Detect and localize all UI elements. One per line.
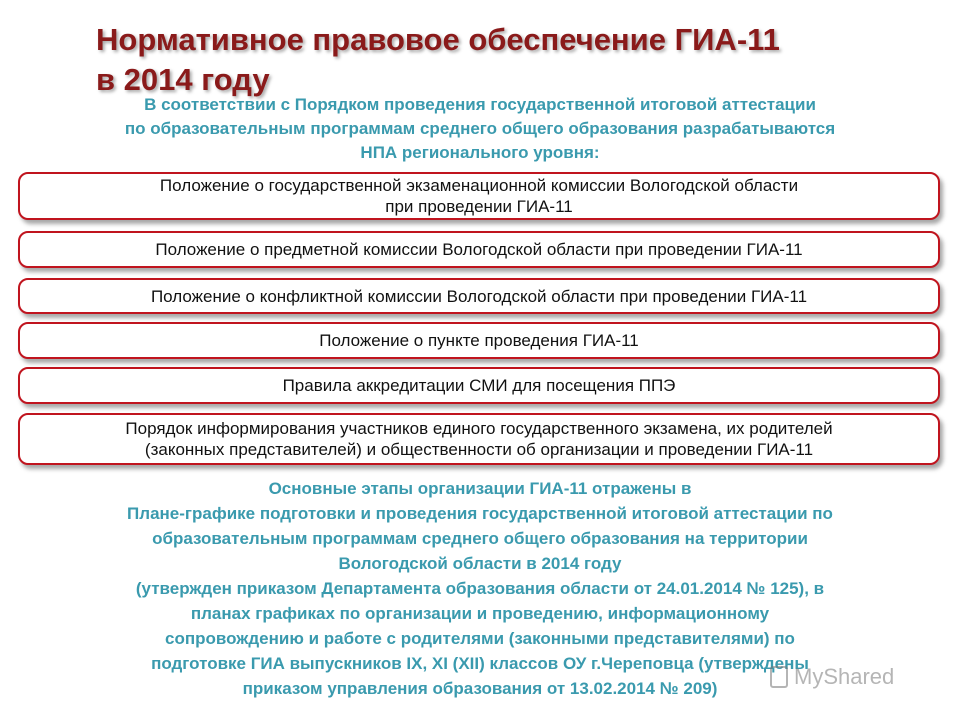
document-box-3 [18, 278, 940, 314]
document-2-line-1: Положение о предметной комиссии Вологодской области при проведении ГИА-11 [155, 240, 803, 259]
intro-text [20, 93, 940, 165]
watermark-text: MyShared [794, 664, 895, 689]
document-1-line-2: при проведении ГИА-11 [385, 197, 573, 216]
document-box-2 [18, 231, 940, 268]
stages-line-1: Основные этапы организации ГИА-11 отражены в [268, 479, 692, 498]
intro-line-1: В соответствии с Порядком проведения государственной итоговой аттестации [144, 95, 816, 114]
watermark-logo [770, 662, 930, 692]
document-4-line-1: Положение о пункте проведения ГИА-11 [319, 331, 639, 350]
stages-line-7: сопровождению и работе с родителями (законными представителями) по [165, 629, 795, 648]
slide-title-line-1: Нормативное правовое обеспечение ГИА-11 [96, 22, 780, 57]
document-3-line-1: Положение о конфликтной комиссии Вологодской области при проведении ГИА-11 [150, 286, 808, 306]
document-box-5 [18, 367, 940, 404]
document-box-1 [18, 172, 940, 220]
document-6-line-2: (законных представителей) и общественности об организации и проведении ГИА-11 [144, 440, 814, 459]
document-5-line-1: Правила аккредитации СМИ для посещения ППЭ [282, 376, 676, 395]
document-box-4 [18, 322, 940, 359]
stages-line-9: приказом управления образования от 13.02.2014 № 209) [242, 679, 718, 698]
stages-line-5: (утвержден приказом Департамента образования области от 24.01.2014 № 125), в [135, 579, 825, 598]
slide-title [96, 20, 916, 100]
document-6-line-1: Порядок информирования участников единого государственного экзамена, их родителей [125, 419, 833, 438]
intro-line-2: по образовательным программам среднего общего образования разрабатываются [124, 119, 836, 138]
stages-line-4: Вологодской области в 2014 году [338, 554, 622, 573]
stages-line-8: подготовке ГИА выпускников IX, XI (XII) классов ОУ г.Череповца (утверждены [151, 654, 809, 673]
document-box-6 [18, 413, 940, 465]
intro-line-3: НПА регионального уровня: [360, 143, 600, 162]
stages-line-3: образовательным программам среднего общего образования на территории [152, 529, 808, 548]
document-1-line-1: Положение о государственной экзаменационной комиссии Вологодской области [159, 176, 799, 195]
stages-line-6: планах графиках по организации и проведению, информационному [190, 604, 770, 623]
stages-line-2: Плане-графике подготовки и проведения государственной итоговой аттестации по [127, 504, 833, 523]
document-icon [770, 666, 788, 688]
slide-title-line-2: в 2014 году [96, 62, 270, 97]
